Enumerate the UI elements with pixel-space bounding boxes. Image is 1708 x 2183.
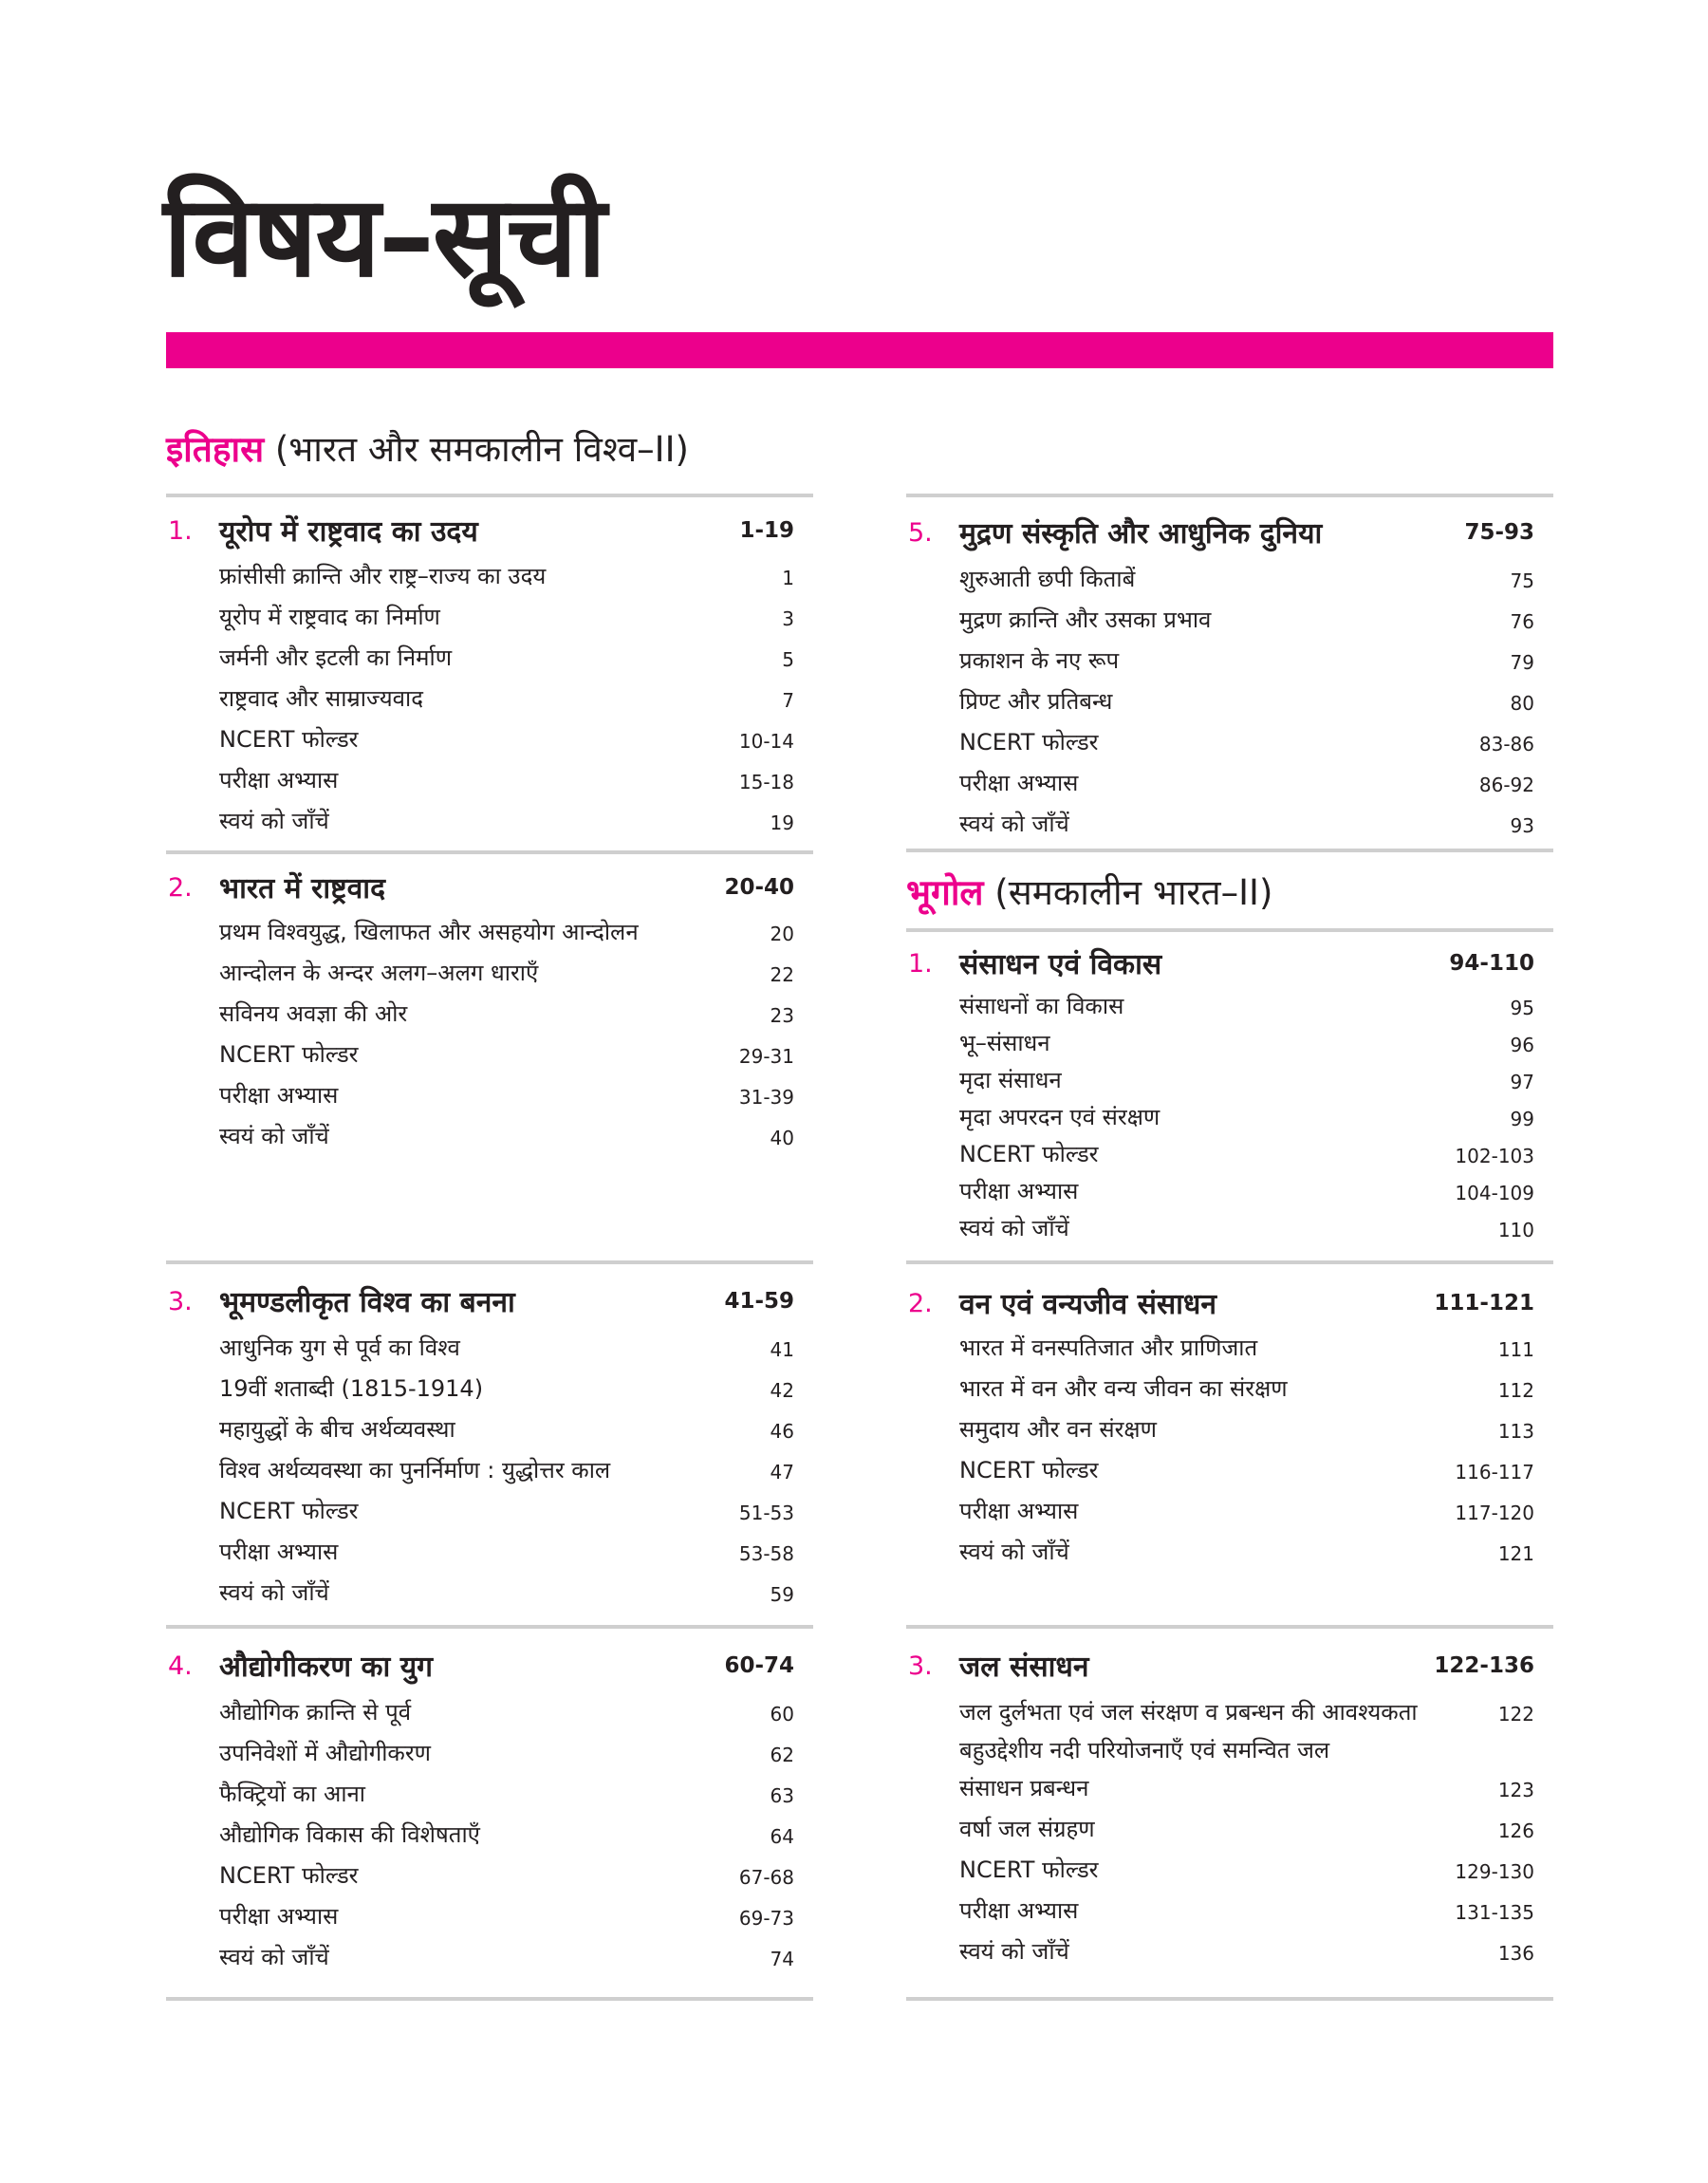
entry-page: 117-120: [1455, 1502, 1534, 1524]
toc-entry[interactable]: [219, 606, 794, 628]
chapter-number: 2.: [168, 873, 193, 903]
history-section-heading: [166, 429, 689, 470]
chapter-number: 1.: [908, 949, 933, 979]
chapter-page-range: 122-136: [1434, 1653, 1534, 1678]
toc-entry[interactable]: [959, 1739, 1534, 1762]
entry-title: जल दुर्लभता एवं जल संरक्षण व प्रबन्धन की आवश्यकता: [959, 1699, 1418, 1726]
chapter-page-range: 60-74: [724, 1653, 794, 1678]
chapter-page-range: 75-93: [1464, 520, 1534, 545]
toc-entry[interactable]: [959, 1777, 1534, 1800]
entry-page: 129-130: [1455, 1860, 1534, 1883]
entry-page: 126: [1497, 1819, 1534, 1842]
toc-entry[interactable]: [219, 1377, 794, 1400]
toc-entry[interactable]: [219, 1581, 794, 1604]
toc-entry[interactable]: [959, 1701, 1534, 1724]
toc-entry[interactable]: [959, 1336, 1534, 1359]
entry-page: 7: [782, 689, 794, 712]
chapter-number: 3.: [168, 1287, 193, 1316]
entry-page: 31-39: [738, 1086, 794, 1109]
entry-title: भारत में वनस्पतिजात और प्राणिजात: [959, 1334, 1258, 1361]
toc-entry[interactable]: [959, 772, 1534, 794]
entry-page: 62: [770, 1744, 794, 1766]
geography-section-title: भूगोल: [906, 872, 984, 913]
entry-page: 79: [1510, 651, 1534, 674]
toc-entry[interactable]: [219, 1336, 794, 1359]
entry-title: प्रथम विश्वयुद्ध, खिलाफत और असहयोग आन्दोलन: [219, 919, 639, 945]
block-top-rule: [906, 928, 1553, 932]
toc-entry[interactable]: [219, 1459, 794, 1482]
entry-page: 74: [770, 1948, 794, 1970]
entry-title: बहुउद्देशीय नदी परियोजनाएँ एवं समन्वित जल: [959, 1737, 1330, 1763]
entry-page: 42: [770, 1379, 794, 1402]
block-bottom-rule: [166, 1997, 813, 2001]
chapter-page-range: 1-19: [739, 518, 794, 543]
entry-page: 116-117: [1455, 1461, 1534, 1483]
toc-entry[interactable]: [219, 1043, 794, 1066]
entry-page: 123: [1497, 1779, 1534, 1801]
toc-block-geography-2: [906, 1260, 1553, 1629]
entry-title: स्वयं को जाँचें: [959, 1215, 1069, 1241]
toc-entry[interactable]: [959, 1418, 1534, 1441]
block-top-rule: [906, 494, 1553, 497]
entry-title: NCERT फोल्डर: [959, 1457, 1099, 1483]
toc-entry[interactable]: [959, 1217, 1534, 1240]
toc-entry[interactable]: [219, 1002, 794, 1025]
toc-block-history-2: [166, 850, 813, 1264]
toc-entry[interactable]: [959, 690, 1534, 713]
toc-entry[interactable]: [959, 1818, 1534, 1840]
entry-page: 1: [782, 567, 794, 589]
toc-entry[interactable]: [219, 1418, 794, 1441]
toc-entry[interactable]: [219, 1742, 794, 1764]
entry-title: NCERT फोल्डर: [219, 1862, 359, 1889]
toc-entry[interactable]: [959, 1180, 1534, 1203]
geography-section-heading: [906, 872, 1273, 913]
toc-entry[interactable]: [219, 687, 794, 710]
history-section-title: इतिहास: [166, 429, 265, 470]
entry-title: परीक्षा अभ्यास: [219, 1903, 339, 1930]
entry-title: भू–संसाधन: [959, 1030, 1050, 1056]
toc-entry[interactable]: [959, 1032, 1534, 1054]
entry-title: NCERT फोल्डर: [959, 1856, 1099, 1883]
entry-title: NCERT फोल्डर: [219, 726, 359, 753]
entry-page: 136: [1497, 1942, 1534, 1965]
chapter-title: भूमण्डलीकृत विश्व का बनना: [219, 1286, 515, 1319]
chapter-number: 1.: [168, 516, 193, 546]
entry-page: 75: [1510, 569, 1534, 592]
entry-title: संसाधनों का विकास: [959, 993, 1124, 1019]
page-title: विषय–सूची: [163, 171, 605, 302]
entry-title: परीक्षा अभ्यास: [219, 767, 339, 793]
entry-page: 20: [770, 923, 794, 945]
entry-page: 102-103: [1455, 1145, 1534, 1167]
entry-page: 131-135: [1455, 1901, 1534, 1924]
toc-entry[interactable]: [959, 649, 1534, 672]
chapter-title: यूरोप में राष्ट्रवाद का उदय: [219, 515, 478, 549]
entry-page: 10-14: [738, 730, 794, 753]
toc-entry[interactable]: [219, 1084, 794, 1107]
entry-page: 67-68: [738, 1866, 794, 1889]
toc-entry[interactable]: [219, 1905, 794, 1928]
chapter-page-range: 111-121: [1434, 1291, 1534, 1315]
entry-title: NCERT फोल्डर: [219, 1498, 359, 1524]
toc-entry[interactable]: [959, 995, 1534, 1017]
toc-entry[interactable]: [219, 646, 794, 669]
entry-title: स्वयं को जाँचें: [959, 811, 1069, 837]
entry-page: 46: [770, 1420, 794, 1443]
entry-title: 19वीं शताब्दी (1815-1914): [219, 1375, 484, 1402]
entry-page: 64: [770, 1825, 794, 1848]
entry-page: 111: [1497, 1338, 1534, 1361]
toc-entry[interactable]: [959, 1143, 1534, 1166]
toc-entry[interactable]: [959, 812, 1534, 835]
entry-page: 76: [1510, 610, 1534, 633]
block-bottom-rule: [906, 849, 1553, 852]
entry-title: NCERT फोल्डर: [219, 1041, 359, 1068]
entry-title: वर्षा जल संग्रहण: [959, 1816, 1095, 1842]
toc-entry[interactable]: [959, 608, 1534, 631]
entry-title: स्वयं को जाँचें: [219, 1123, 329, 1149]
toc-entry[interactable]: [219, 728, 794, 751]
history-section-subtitle: (भारत और समकालीन विश्व–II): [274, 429, 689, 470]
chapter-page-range: 20-40: [724, 875, 794, 900]
toc-entry[interactable]: [959, 1069, 1534, 1092]
toc-entry[interactable]: [959, 1500, 1534, 1522]
entry-title: संसाधन प्रबन्धन: [959, 1775, 1089, 1801]
toc-entry[interactable]: [219, 1823, 794, 1846]
toc-entry[interactable]: [219, 1782, 794, 1805]
toc-block-geography-3: [906, 1625, 1553, 2001]
entry-title: महायुद्धों के बीच अर्थव्यवस्था: [219, 1416, 455, 1443]
entry-page: 99: [1510, 1108, 1534, 1130]
toc-entry[interactable]: [959, 1377, 1534, 1400]
entry-page: 19: [770, 812, 794, 834]
toc-block-history-1: [166, 494, 813, 854]
entry-title: स्वयं को जाँचें: [959, 1539, 1069, 1565]
entry-title: मृदा अपरदन एवं संरक्षण: [959, 1104, 1160, 1130]
toc-block-history-4: [166, 1625, 813, 2001]
entry-title: स्वयं को जाँचें: [219, 1579, 329, 1606]
entry-title: जर्मनी और इटली का निर्माण: [219, 644, 453, 671]
entry-page: 96: [1510, 1034, 1534, 1056]
entry-page: 113: [1497, 1420, 1534, 1443]
entry-title: प्रकाशन के नए रूप: [959, 647, 1120, 674]
toc-entry[interactable]: [219, 1125, 794, 1147]
entry-page: 23: [770, 1004, 794, 1027]
toc-entry[interactable]: [219, 1946, 794, 1968]
entry-title: विश्व अर्थव्यवस्था का पुनर्निर्माण : युद्धोत्तर काल: [219, 1457, 611, 1483]
entry-title: आन्दोलन के अन्दर अलग–अलग धाराएँ: [219, 960, 539, 986]
entry-page: 3: [782, 607, 794, 630]
entry-title: परीक्षा अभ्यास: [219, 1539, 339, 1565]
entry-page: 122: [1497, 1703, 1534, 1726]
entry-title: स्वयं को जाँचें: [219, 808, 329, 834]
entry-page: 93: [1510, 814, 1534, 837]
entry-page: 51-53: [738, 1502, 794, 1524]
chapter-number: 4.: [168, 1651, 193, 1681]
toc-entry[interactable]: [959, 1940, 1534, 1963]
chapter-title: औद्योगीकरण का युग: [219, 1651, 434, 1684]
entry-page: 121: [1497, 1542, 1534, 1565]
entry-title: यूरोप में राष्ट्रवाद का निर्माण: [219, 604, 440, 630]
toc-entry[interactable]: [959, 1106, 1534, 1129]
entry-page: 63: [770, 1784, 794, 1807]
entry-title: भारत में वन और वन्य जीवन का संरक्षण: [959, 1375, 1288, 1402]
entry-title: प्रिण्ट और प्रतिबन्ध: [959, 688, 1113, 715]
entry-page: 53-58: [738, 1542, 794, 1565]
chapter-title: भारत में राष्ट्रवाद: [219, 872, 385, 905]
entry-title: सविनय अवज्ञा की ओर: [219, 1000, 408, 1027]
entry-page: 29-31: [738, 1045, 794, 1068]
entry-page: 110: [1497, 1219, 1534, 1241]
entry-title: परीक्षा अभ्यास: [959, 770, 1079, 796]
chapter-number: 3.: [908, 1651, 933, 1681]
toc-entry[interactable]: [959, 568, 1534, 590]
entry-title: फैक्ट्रियों का आना: [219, 1781, 366, 1807]
geography-section-subtitle: (समकालीन भारत–II): [994, 872, 1273, 913]
block-bottom-rule: [906, 1997, 1553, 2001]
title-underline-bar: [166, 332, 1553, 368]
entry-title: NCERT फोल्डर: [959, 729, 1099, 756]
toc-entry[interactable]: [959, 1459, 1534, 1482]
entry-title: मुद्रण क्रान्ति और उसका प्रभाव: [959, 606, 1212, 633]
entry-title: परीक्षा अभ्यास: [959, 1178, 1079, 1204]
toc-block-history-3: [166, 1260, 813, 1629]
entry-page: 47: [770, 1461, 794, 1483]
entry-title: परीक्षा अभ्यास: [219, 1082, 339, 1109]
entry-title: परीक्षा अभ्यास: [959, 1897, 1079, 1924]
entry-title: NCERT फोल्डर: [959, 1141, 1099, 1167]
toc-entry[interactable]: [219, 565, 794, 588]
entry-title: स्वयं को जाँचें: [219, 1944, 329, 1970]
entry-title: समुदाय और वन संरक्षण: [959, 1416, 1157, 1443]
chapter-title: मुद्रण संस्कृति और आधुनिक दुनिया: [959, 517, 1323, 550]
chapter-title: संसाधन एवं विकास: [959, 948, 1162, 981]
chapter-page-range: 41-59: [724, 1289, 794, 1314]
entry-page: 69-73: [738, 1907, 794, 1930]
entry-page: 5: [782, 648, 794, 671]
entry-title: स्वयं को जाँचें: [959, 1938, 1069, 1965]
entry-title: औद्योगिक क्रान्ति से पूर्व: [219, 1699, 412, 1726]
entry-page: 22: [770, 963, 794, 986]
toc-entry[interactable]: [219, 1864, 794, 1887]
toc-entry[interactable]: [219, 921, 794, 943]
entry-page: 97: [1510, 1071, 1534, 1093]
block-top-rule: [166, 494, 813, 497]
toc-entry[interactable]: [219, 1701, 794, 1724]
entry-title: मृदा संसाधन: [959, 1067, 1062, 1093]
chapter-title: जल संसाधन: [959, 1651, 1089, 1684]
entry-page: 80: [1510, 692, 1534, 715]
entry-title: उपनिवेशों में औद्योगीकरण: [219, 1740, 432, 1766]
entry-page: 41: [770, 1338, 794, 1361]
entry-page: 104-109: [1455, 1182, 1534, 1204]
toc-entry[interactable]: [959, 731, 1534, 754]
toc-entry[interactable]: [959, 1540, 1534, 1563]
entry-page: 15-18: [738, 771, 794, 793]
entry-page: 86-92: [1478, 774, 1534, 796]
entry-page: 59: [770, 1583, 794, 1606]
entry-title: फ्रांसीसी क्रान्ति और राष्ट्र–राज्य का उदय: [219, 563, 547, 589]
toc-entry[interactable]: [219, 1500, 794, 1522]
chapter-number: 5.: [908, 518, 933, 548]
toc-entry[interactable]: [219, 961, 794, 984]
entry-page: 95: [1510, 997, 1534, 1019]
toc-entry[interactable]: [959, 1899, 1534, 1922]
entry-title: आधुनिक युग से पूर्व का विश्व: [219, 1334, 460, 1361]
entry-title: औद्योगिक विकास की विशेषताएँ: [219, 1821, 480, 1848]
toc-block-history-5: [906, 494, 1553, 852]
entry-title: शुरुआती छपी किताबें: [959, 566, 1136, 592]
toc-entry[interactable]: [219, 810, 794, 832]
entry-page: 40: [770, 1127, 794, 1149]
toc-entry[interactable]: [219, 769, 794, 792]
toc-block-geography-1: [906, 928, 1553, 1264]
entry-title: राष्ट्रवाद और साम्राज्यवाद: [219, 685, 423, 712]
chapter-number: 2.: [908, 1289, 933, 1318]
entry-page: 112: [1497, 1379, 1534, 1402]
chapter-title: वन एवं वन्यजीव संसाधन: [959, 1288, 1217, 1321]
entry-page: 83-86: [1478, 733, 1534, 756]
entry-title: परीक्षा अभ्यास: [959, 1498, 1079, 1524]
entry-page: 60: [770, 1703, 794, 1726]
toc-entry[interactable]: [219, 1540, 794, 1563]
chapter-page-range: 94-110: [1449, 951, 1534, 976]
toc-entry[interactable]: [959, 1858, 1534, 1881]
